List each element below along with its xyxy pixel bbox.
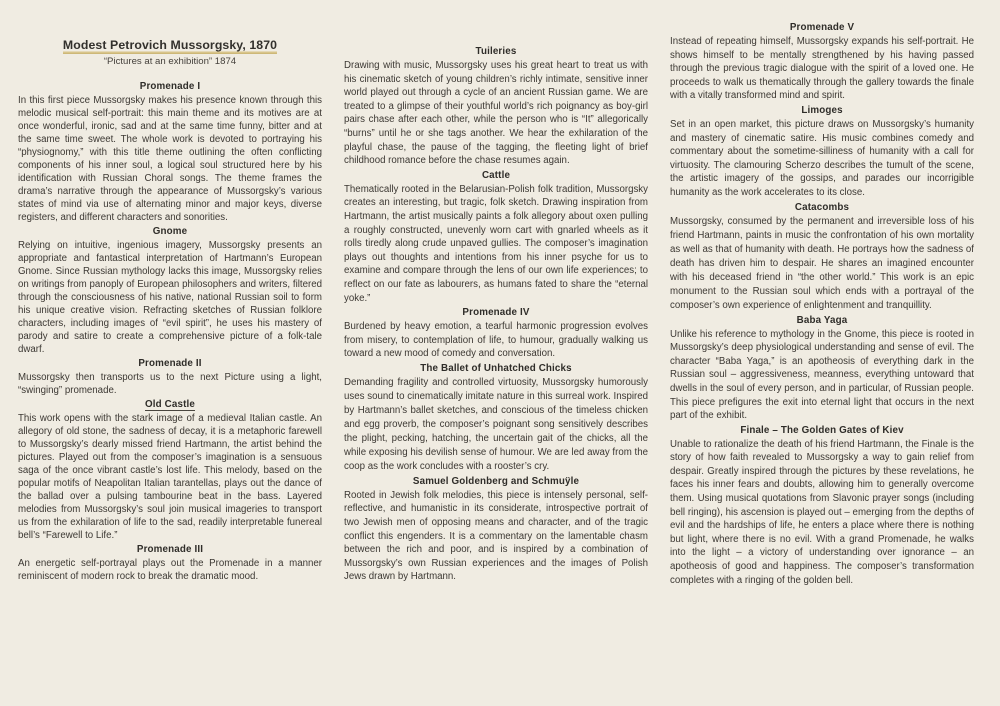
section-heading-catacombs: Catacombs	[794, 201, 850, 213]
section-body-baba-yaga: Unlike his reference to mythology in the Gnome, this piece is rooted in Mussorgsky’s deep physiological understanding and sense of evil. The character “Baba Yaga,” is an apotheosis of everything dark in the Russian soul – aggressiveness, meanness, everything untoward that dwells in the soul of every person, and in particular, of Russian people. This piece prefigures the exit into eternal light that occurs in the next part of the exhibit.	[670, 328, 974, 422]
column-3	[670, 20, 974, 588]
section-heading-promenade-v: Promenade V	[789, 22, 855, 33]
section-body-cattle: Thematically rooted in the Belarusian-Polish folk tradition, Mussorgsky creates an interesting, but tragic, folk sketch. Drawing inspiration from Hartmann, the artist musically paints a folk allegory about oxen pulling a roughly constructed, unevenly worn cart with gnarled wheels as it rolls tiredly along crude unpaved gullies. The composer’s imagination plays out thoughts and intentions from his inner psyche for us to examine and compare through the lens of our own life experiences; to reflect on our fate as labourers, as humans fated to share the “eternal yoke.”	[344, 183, 648, 304]
section-body-old-castle: This work opens with the stark image of a medieval Italian castle. An allegory of old stone, the sadness of decay, it is a metaphoric farewell to Mussorgsky’s dearly missed friend Hartmann, the artist behind the pictures. Played out from the composer’s imagination is a sensuous saga of the once vibrant castle’s lost life. This melody, based on the popular motifs of Neapolitan Italian tarantellas, plays out the dance of the ballad over a pulsing tambourine beat in the bass. Layered melodies from Mussorgsky’s soul join musical imageries to transport us from the exhilaration of life to the sad, readily interpretable funereal bell’s “Farewell to Life.”	[18, 413, 322, 541]
column-1	[18, 20, 322, 584]
section-body-promenade-iii: An energetic self-portrayal plays out the Promenade in a manner reminiscent of modern rock to break the dramatic mood.	[18, 558, 322, 582]
section-heading-old-castle: Old Castle	[145, 399, 195, 410]
section-heading-gnome: Gnome	[152, 226, 188, 237]
document-title-text: Modest Petrovich Mussorgsky, 1870	[62, 38, 278, 52]
section-heading-finale-golden-gates-of-kiev: Finale – The Golden Gates of Kiev	[740, 424, 904, 436]
section-heading-baba-yaga: Baba Yaga	[796, 314, 848, 326]
section-heading-tuileries: Tuileries	[475, 46, 517, 57]
column-2	[344, 20, 648, 585]
document-title	[18, 38, 322, 53]
section-body-catacombs: Mussorgsky, consumed by the permanent and irreversible loss of his friend Hartmann, paints in music the confrontation of his own mortality as well as that of humanity with death. He portrays how the sadness of death has driven him to despair. He shares an imagined encounter with his deceased friend in “the other world.” This work is an epic monument to the Russian soul which ends with a portrayal of the composer’s own experience of enlightenment and tranquillity.	[670, 215, 974, 311]
section-heading-limoges: Limoges	[801, 104, 843, 116]
section-body-gnome: Relying on intuitive, ingenious imagery, Mussorgsky presents an appropriate and fantastical interpretation of Hartmann’s European Gnome. Since Russian mythology lacks this image, Mussorgsky relies on writings from panoply of European philosophers and writers, filtered through the consciousness of his native, national Russian soil to form his unique creative vision. Refracting sketches of Russian folklore characters, including images of “evil spirit”, he uses his mastery of parody and satire to create a comprehensive picture of a folk-tale dwarf.	[18, 240, 322, 355]
section-heading-promenade-ii: Promenade II	[138, 358, 202, 369]
section-heading-promenade-iv: Promenade IV	[462, 307, 530, 319]
section-body-tuileries: Drawing with music, Mussorgsky uses his great heart to treat us with his cinematic sketch of young children’s richly intimate, sensitive inner world played out through a cycle of an ancient Russian game. We are treated to a glimpse of their youthful world’s rich poignancy as boy-girl pairs chase after each other, while the person who is “It” allegorically “burns” until he or she tags another. We hear the exhilaration of the playful chase, the pause of the tagging, the fleeting light of brief childhood romance before the chase resumes again.	[344, 60, 648, 167]
section-body-ballet-of-unhatched-chicks: Demanding fragility and controlled virtuosity, Mussorgsky humorously uses sound to cinematically imitate nature in this surreal work. Inspired by Hartmann’s ballet sketches, and conscious of the timeless chicken and egg proverb, the composer’s poignant song sensitively describes the plight, pecking, hatching, the uncertain gait of the chicks, all the while exposing his devilish sense of humour. We are led away from the coop as the work concludes with a rooster’s cry.	[344, 376, 648, 472]
section-body-limoges: Set in an open market, this picture draws on Mussorgsky’s humanity and mastery of cinematic satire. His music combines comedy and commentary about the sometime-silliness of humanity with a call for virtuosity. The clamouring Scherzo describes the tumult of the scene, the artistic imagery of the gossips, and parades our incorrigible humanity as the work accelerates to its close.	[670, 118, 974, 198]
document-subtitle: “Pictures at an exhibition” 1874	[103, 56, 237, 67]
section-body-finale-golden-gates-of-kiev: Unable to rationalize the death of his friend Hartmann, the Finale is the story of how faith revealed to Mussorgsky a way to gain relief from despair. Greatly inspired through the pictures by these revelations, he faces his inner fears and doubts, allowing him to generally overcome them. Using musical quotations from Slavonic prayer songs (including bell ringing), his ascension is played out – emerging from the depths of evil and the hardships of life, he enters a place where there is nothing but light, where there is no evil. With a grand Promenade, he walks into the light – a victory of understanding over ignorance – an apotheosis of good and happiness. The composer’s transformation completes with a ringing of the golden bell.	[670, 438, 974, 586]
section-body-promenade-iv: Burdened by heavy emotion, a tearful harmonic progression evolves from misery, to contemplation of life, to humour, gradually walking us toward a new mood of comedy and conversation.	[344, 321, 648, 360]
section-body-promenade-ii: Mussorgsky then transports us to the next Picture using a light, “swinging” promenade.	[18, 372, 322, 396]
section-body-samuel-goldenberg-and-schmuyle: Rooted in Jewish folk melodies, this piece is intensely personal, self-reflective, and humanistic in its considerate, introspective portrait of two Jewish men of opposing means and character, and of the tragic conflict this engenders. It is a commentary on the lamentable chasm between the rich and poor, and is inspired by a combination of Mussorgsky’s own Russian experiences and the images of Polish Jews drawn by Hartmann.	[344, 489, 648, 583]
section-heading-promenade-i: Promenade I	[139, 81, 201, 92]
section-heading-ballet-of-unhatched-chicks: The Ballet of Unhatched Chicks	[420, 362, 572, 374]
section-heading-samuel-goldenberg-and-schmuyle: Samuel Goldenberg and Schmuÿle	[412, 475, 580, 487]
section-heading-cattle: Cattle	[481, 169, 511, 181]
section-body-promenade-v: Instead of repeating himself, Mussorgsky expands his self-portrait. He shows himself to be mentally strengthened by his having passed through the previous tragic dialogue with the spirit of a loved one. He proceeds to walk us thematically through the gallery towards the finale with a vitally transformed mind and spirit.	[670, 36, 974, 102]
column-container	[18, 20, 982, 700]
section-body-promenade-i: In this first piece Mussorgsky makes his presence known through this melodic musical self-portrait: this main theme and its motives are at once wonderful, ironic, sad and at the same time funny, bitter and at the same time sweet. The whole work is devoted to portraying his “physiognomy,” with this title theme outlining the often conflicting components of his inner soul, a logical soul structured here by his identification with Russian Choral songs. The theme frames the drama’s narrative through the appearance of Mussorgsky’s various states of mind via use of alternating minor and major keys, diverse registers, and different characters and sonorities.	[18, 95, 322, 223]
section-heading-promenade-iii: Promenade III	[136, 544, 204, 555]
